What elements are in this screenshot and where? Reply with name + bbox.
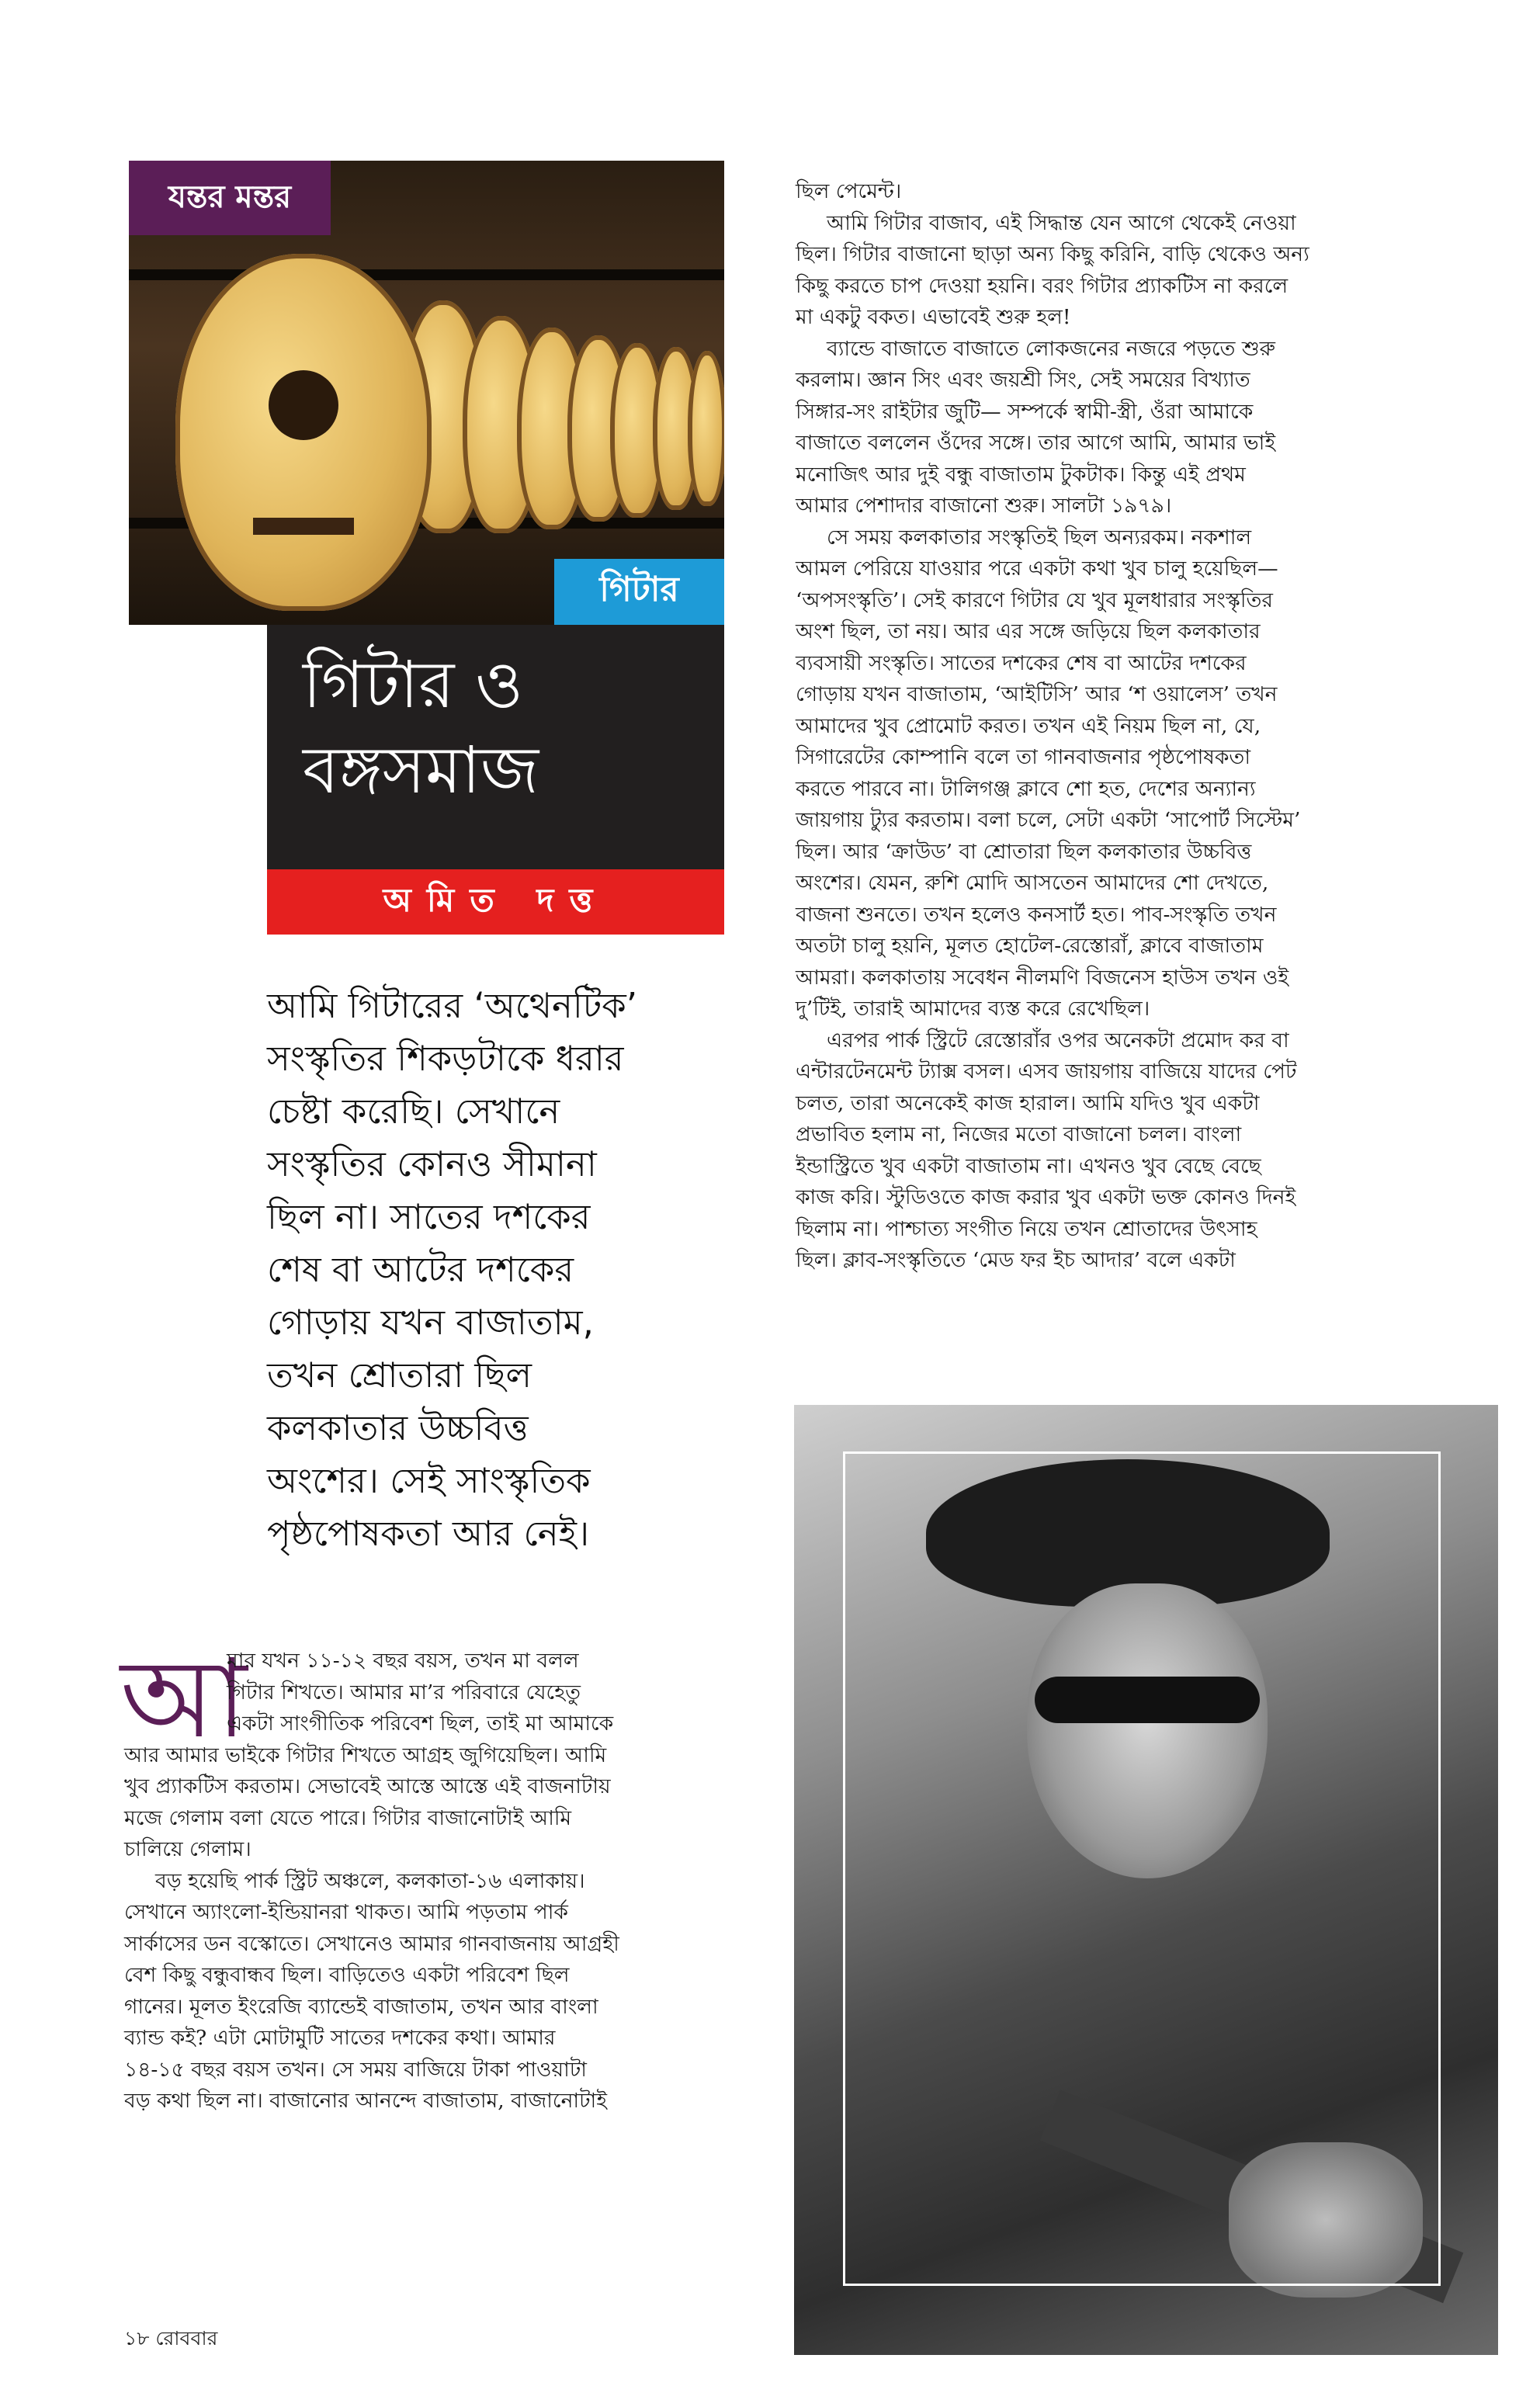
text-line: ছিল পেমেন্ট। [796, 179, 902, 203]
text-line: অতটা চালু হয়নি, মূলত হোটেল-রেস্তোরাঁ, ক্লাবে বাজাতাম [796, 934, 1264, 958]
pull-quote-line: আমি গিটারের ‘অথেনটিক’ [267, 985, 638, 1026]
pull-quote-line: চেষ্টা করেছি। সেখানে [267, 1091, 560, 1132]
headline-line: বঙ্গসমাজ [303, 732, 539, 808]
text-line: বড় হয়েছি পার্ক স্ট্রিট অঞ্চলে, কলকাতা-১৬ এলাকায়। [155, 1868, 585, 1893]
pull-quote [267, 980, 725, 1560]
text-line: মনোজিৎ আর দুই বন্ধু বাজাতাম টুকটাক। কিন্তু এই প্রথম [796, 462, 1246, 487]
text-line: গিটার শিখতে। আমার মা’র পরিবারে যেহেতু [227, 1680, 581, 1705]
text-line: ‘অপসংস্কৃতি’। সেই কারণে গিটার যে খুব মূলধারার সংস্কৃতির [796, 588, 1273, 612]
body-text-right-column [796, 176, 1417, 1277]
text-line: ছিলাম না। পাশ্চাত্য সংগীত নিয়ে তখন শ্রোতাদের উৎসাহ [796, 1216, 1257, 1241]
text-line: মা একটু বকত। এভাবেই শুরু হল! [796, 305, 1071, 329]
section-label: যন্তর মন্তর [129, 161, 331, 235]
pull-quote-line: সংস্কৃতির শিকড়টাকে ধরার [267, 1038, 624, 1079]
headline [267, 625, 724, 869]
text-line: সার্কাসের ডন বস্কোতে। সেখানেও আমার গানবাজনায় আগ্রহী [124, 1931, 619, 1956]
text-line: অংশের। যেমন, রুশি মোদি আসতেন আমাদের শো দেখতে, [796, 871, 1269, 895]
pull-quote-line: সংস্কৃতির কোনও সীমানা [267, 1143, 597, 1184]
headline-line: গিটার ও [303, 647, 523, 723]
body-text-left-column [124, 1646, 734, 2117]
text-line: ইন্ডাস্ট্রিতে খুব একটা বাজাতাম না। এখনও খুব বেছে বেছে [796, 1153, 1261, 1178]
drop-cap: আ [120, 1636, 248, 1763]
text-line: ব্যান্ডে বাজাতে বাজাতে লোকজনের নজরে পড়তে শুরু [827, 336, 1275, 361]
pull-quote-line: পৃষ্ঠপোষকতা আর নেই। [267, 1513, 590, 1554]
text-line: সে সময় কলকাতার সংস্কৃতিই ছিল অন্যরকম। নকশাল [827, 525, 1252, 550]
text-line: আর আমার ভাইকে গিটার শিখতে আগ্রহ জুগিয়েছিল। আমি [124, 1743, 607, 1767]
text-line: আমরা। কলকাতায় সবেধন নীলমণি বিজনেস হাউস তখন ওই [796, 965, 1289, 990]
text-line: মার যখন ১১-১২ বছর বয়স, তখন মা বলল [227, 1649, 579, 1673]
text-line: আমল পেরিয়ে যাওয়ার পরে একটা কথা খুব চালু হয়েছিল— [796, 557, 1278, 581]
text-line: খুব প্র্যাকটিস করতাম। সেভাবেই আস্তে আস্তে এই বাজনাটায় [124, 1774, 611, 1798]
text-line: সেখানে অ্যাংলো-ইন্ডিয়ানরা থাকত। আমি পড়তাম পার্ক [124, 1900, 568, 1924]
text-line: বড় কথা ছিল না। বাজানোর আনন্দে বাজাতাম, বাজানোটাই [124, 2089, 607, 2113]
text-line: চালিয়ে গেলাম। [124, 1837, 251, 1861]
text-line: আমার পেশাদার বাজানো শুরু। সালটা ১৯৭৯। [796, 494, 1172, 518]
page-folio: ১৮ রোববার [124, 2327, 218, 2350]
text-line: বেশ কিছু বন্ধুবান্ধব ছিল। বাড়িতেও একটা পরিবেশ ছিল [124, 1963, 570, 1987]
text-line: প্রভাবিত হলাম না, নিজের মতো বাজানো চলল। বাংলা [796, 1122, 1242, 1146]
text-line: বাজাতে বললেন ওঁদের সঙ্গে। তার আগে আমি, আমার ভাই [796, 431, 1276, 455]
text-line: ছিল। গিটার বাজানো ছাড়া অন্য কিছু করিনি, বাড়ি থেকেও অন্য [796, 242, 1309, 266]
pull-quote-line: ছিল না। সাতের দশকের [267, 1196, 591, 1237]
pull-quote-line: গোড়ায় যখন বাজাতাম, [267, 1302, 594, 1343]
pull-quote-line: অংশের। সেই সাংস্কৃতিক [267, 1460, 591, 1501]
pull-quote-line: কলকাতার উচ্চবিত্ত [267, 1407, 529, 1448]
text-line: করলাম। জ্ঞান সিং এবং জয়শ্রী সিং, সেই সময়ের বিখ্যাত [796, 368, 1250, 392]
text-line: কিছু করতে চাপ দেওয়া হয়নি। বরং গিটার প্র্যাকটিস না করলে [796, 273, 1289, 298]
text-line: ১৪-১৫ বছর বয়স তখন। সে সময় বাজিয়ে টাকা পাওয়াটা [124, 2057, 587, 2082]
text-line: ছিল। আর ‘ক্রাউড’ বা শ্রোতারা ছিল কলকাতার উচ্চবিত্ত [796, 839, 1252, 864]
text-line: সিগারেটের কোম্পানি বলে তা গানবাজনার পৃষ্ঠপোষকতা [796, 745, 1251, 769]
text-line: একটা সাংগীতিক পরিবেশ ছিল, তাই মা আমাকে [227, 1712, 614, 1736]
text-line: অংশ ছিল, তা নয়। আর এর সঙ্গে জড়িয়ে ছিল কলকাতার [796, 619, 1261, 643]
text-line: মজে গেলাম বলা যেতে পারে। গিটার বাজানোটাই আমি [124, 1805, 572, 1830]
text-line: দু’টিই, তারাই আমাদের ব্যস্ত করে রেখেছিল। [796, 997, 1150, 1021]
text-line: চলত, তারা অনেকেই কাজ হারাল। আমি যদিও খুব একটা [796, 1091, 1260, 1115]
author-byline: অমিত দত্ত [267, 869, 724, 935]
text-line: ব্যান্ড কই? এটা মোটামুটি সাতের দশকের কথা। আমার [124, 2026, 556, 2050]
text-line: কাজ করি। স্টুডিওতে কাজ করার খুব একটা ভক্ত কোনও দিনই [796, 1185, 1296, 1209]
text-line: গোড়ায় যখন বাজাতাম, ‘আইটিসি’ আর ‘শ ওয়ালেস’ তখন [796, 682, 1278, 706]
text-line: জায়গায় ট্যুর করতাম। বলা চলে, সেটা একটা ‘সাপোর্ট সিস্টেম’ [796, 808, 1301, 832]
text-line: আমি গিটার বাজাব, এই সিদ্ধান্ত যেন আগে থেকেই নেওয়া [827, 210, 1296, 235]
topic-label: গিটার [554, 559, 724, 625]
text-line: আমাদের খুব প্রোমোট করত। তখন এই নিয়ম ছিল না, যে, [796, 713, 1261, 738]
text-line: ব্যবসায়ী সংস্কৃতি। সাতের দশকের শেষ বা আটের দশকের [796, 650, 1247, 675]
text-line: ছিল। ক্লাব-সংস্কৃতিতে ‘মেড ফর ইচ আদার’ বলে একটা [796, 1248, 1236, 1272]
pull-quote-line: তখন শ্রোতারা ছিল [267, 1354, 532, 1396]
photo-frame-border [843, 1451, 1441, 2286]
text-line: করতে পারবে না। টালিগঞ্জ ক্লাবে শো হত, দেশের অন্যান্য [796, 776, 1256, 801]
text-line: গানের। মূলত ইংরেজি ব্যান্ডেই বাজাতাম, তখন আর বাংলা [124, 1994, 598, 2019]
text-line: সিঙ্গার-সং রাইটার জুটি— সম্পর্কে স্বামী-স্ত্রী, ওঁরা আমাকে [796, 399, 1254, 424]
text-line: বাজনা শুনতে। তখন হলেও কনসার্ট হত। পাব-সংস্কৃতি তখন [796, 902, 1277, 927]
pull-quote-line: শেষ বা আটের দশকের [267, 1249, 574, 1290]
text-line: এরপর পার্ক স্ট্রিটে রেস্তোরাঁর ওপর অনেকটা প্রমোদ কর বা [827, 1028, 1289, 1053]
guitarist-portrait-photo [794, 1405, 1498, 2355]
text-line: এন্টারটেনমেন্ট ট্যাক্স বসল। এসব জায়গায় বাজিয়ে যাদের পেট [796, 1060, 1297, 1084]
